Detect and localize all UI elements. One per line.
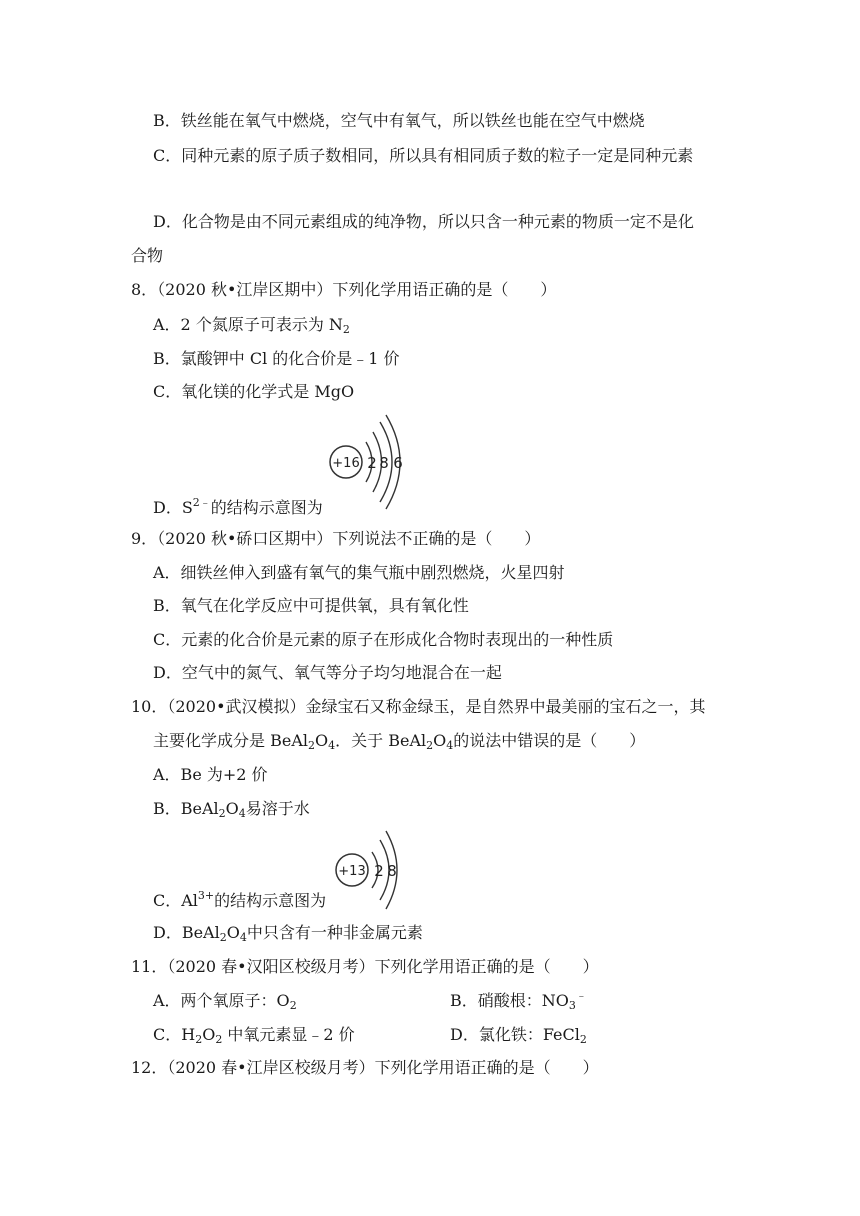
nucleus-charge: +16 — [332, 456, 360, 471]
s2-minus-structure-diagram — [326, 410, 416, 510]
q9-option-a: A．细铁丝伸入到盛有氧气的集气瓶中剧烈燃烧，火星四射 — [153, 563, 565, 582]
q10-option-b: B．$BeAl_2O_4$易溶于水 — [153, 799, 310, 820]
q11-option-d: D．氯化铁：FeCl$_2$ — [450, 1025, 587, 1046]
q8-option-c: C．氧化镁的化学式是 MgO — [153, 382, 355, 401]
q11-stem: 11．（2020 春•汉阳区校级月考）下列化学用语正确的是（ ） — [131, 957, 599, 976]
q9-option-c: C．元素的化合价是元素的原子在形成化合物时表现出的一种性质 — [153, 630, 614, 649]
q7-option-d-line2: 合物 — [131, 246, 164, 265]
q7-option-d-line1: D．化合物是由不同元素组成的纯净物，所以只含一种元素的物质一定不是化 — [153, 212, 694, 231]
q8-option-d: D．$S^{2﹣}$的结构示意图为 — [153, 496, 323, 517]
q7-option-b: B．铁丝能在氧气中燃烧，空气中有氧气，所以铁丝也能在空气中燃烧 — [153, 111, 645, 130]
q9-stem: 9．（2020 秋•硚口区期中）下列说法不正确的是（ ） — [131, 529, 541, 548]
q8-option-a: A．2 个氮原子可表示为 $N_2$ — [153, 315, 350, 336]
q12-stem: 12．（2020 春•江岸区校级月考）下列化学用语正确的是（ ） — [131, 1058, 599, 1077]
q10-option-c: C．$Al^{3+}$的结构示意图为 — [153, 889, 327, 910]
q7-option-c: C．同种元素的原子质子数相同，所以具有相同质子数的粒子一定是同种元素 — [153, 146, 694, 165]
q11-option-b: B．硝酸根：$NO_3^﹣$ — [450, 989, 587, 1012]
shell-electron-count: 8 — [387, 862, 397, 880]
nucleus-charge: +13 — [338, 864, 366, 879]
q10-option-a: A．Be 为+2 价 — [153, 765, 268, 784]
q9-option-d: D．空气中的氮气、氧气等分子均匀地混合在一起 — [153, 663, 502, 682]
shell-electron-count: 2 — [374, 862, 384, 880]
shell-electron-count: 8 — [379, 454, 389, 472]
shell-electron-count: 2 — [367, 454, 377, 472]
q10-option-d: D．$BeAl_2O_4$中只含有一种非金属元素 — [153, 923, 423, 944]
q11-option-c: C．$H_2O_2$ 中氧元素显﹣2 价 — [153, 1025, 355, 1046]
q10-stem-line1: 10．（2020•武汉模拟）金绿宝石又称金绿玉，是自然界中最美丽的宝石之一，其 — [131, 697, 706, 716]
q10-stem-line2: 主要化学成分是 $BeAl_2O_4$．关于 $BeAl_2O_4$的说法中错误的是（ ） — [153, 731, 646, 752]
al3-plus-structure-diagram — [332, 828, 404, 912]
q8-option-b: B．氯酸钾中 Cl 的化合价是﹣1 价 — [153, 349, 400, 368]
q9-option-b: B．氧气在化学反应中可提供氧，具有氧化性 — [153, 596, 469, 615]
q8-stem: 8．（2020 秋•江岸区期中）下列化学用语正确的是（ ） — [131, 280, 557, 299]
shell-electron-count: 6 — [393, 454, 403, 472]
q11-option-a: A．两个氧原子：$O_2$ — [153, 991, 297, 1012]
